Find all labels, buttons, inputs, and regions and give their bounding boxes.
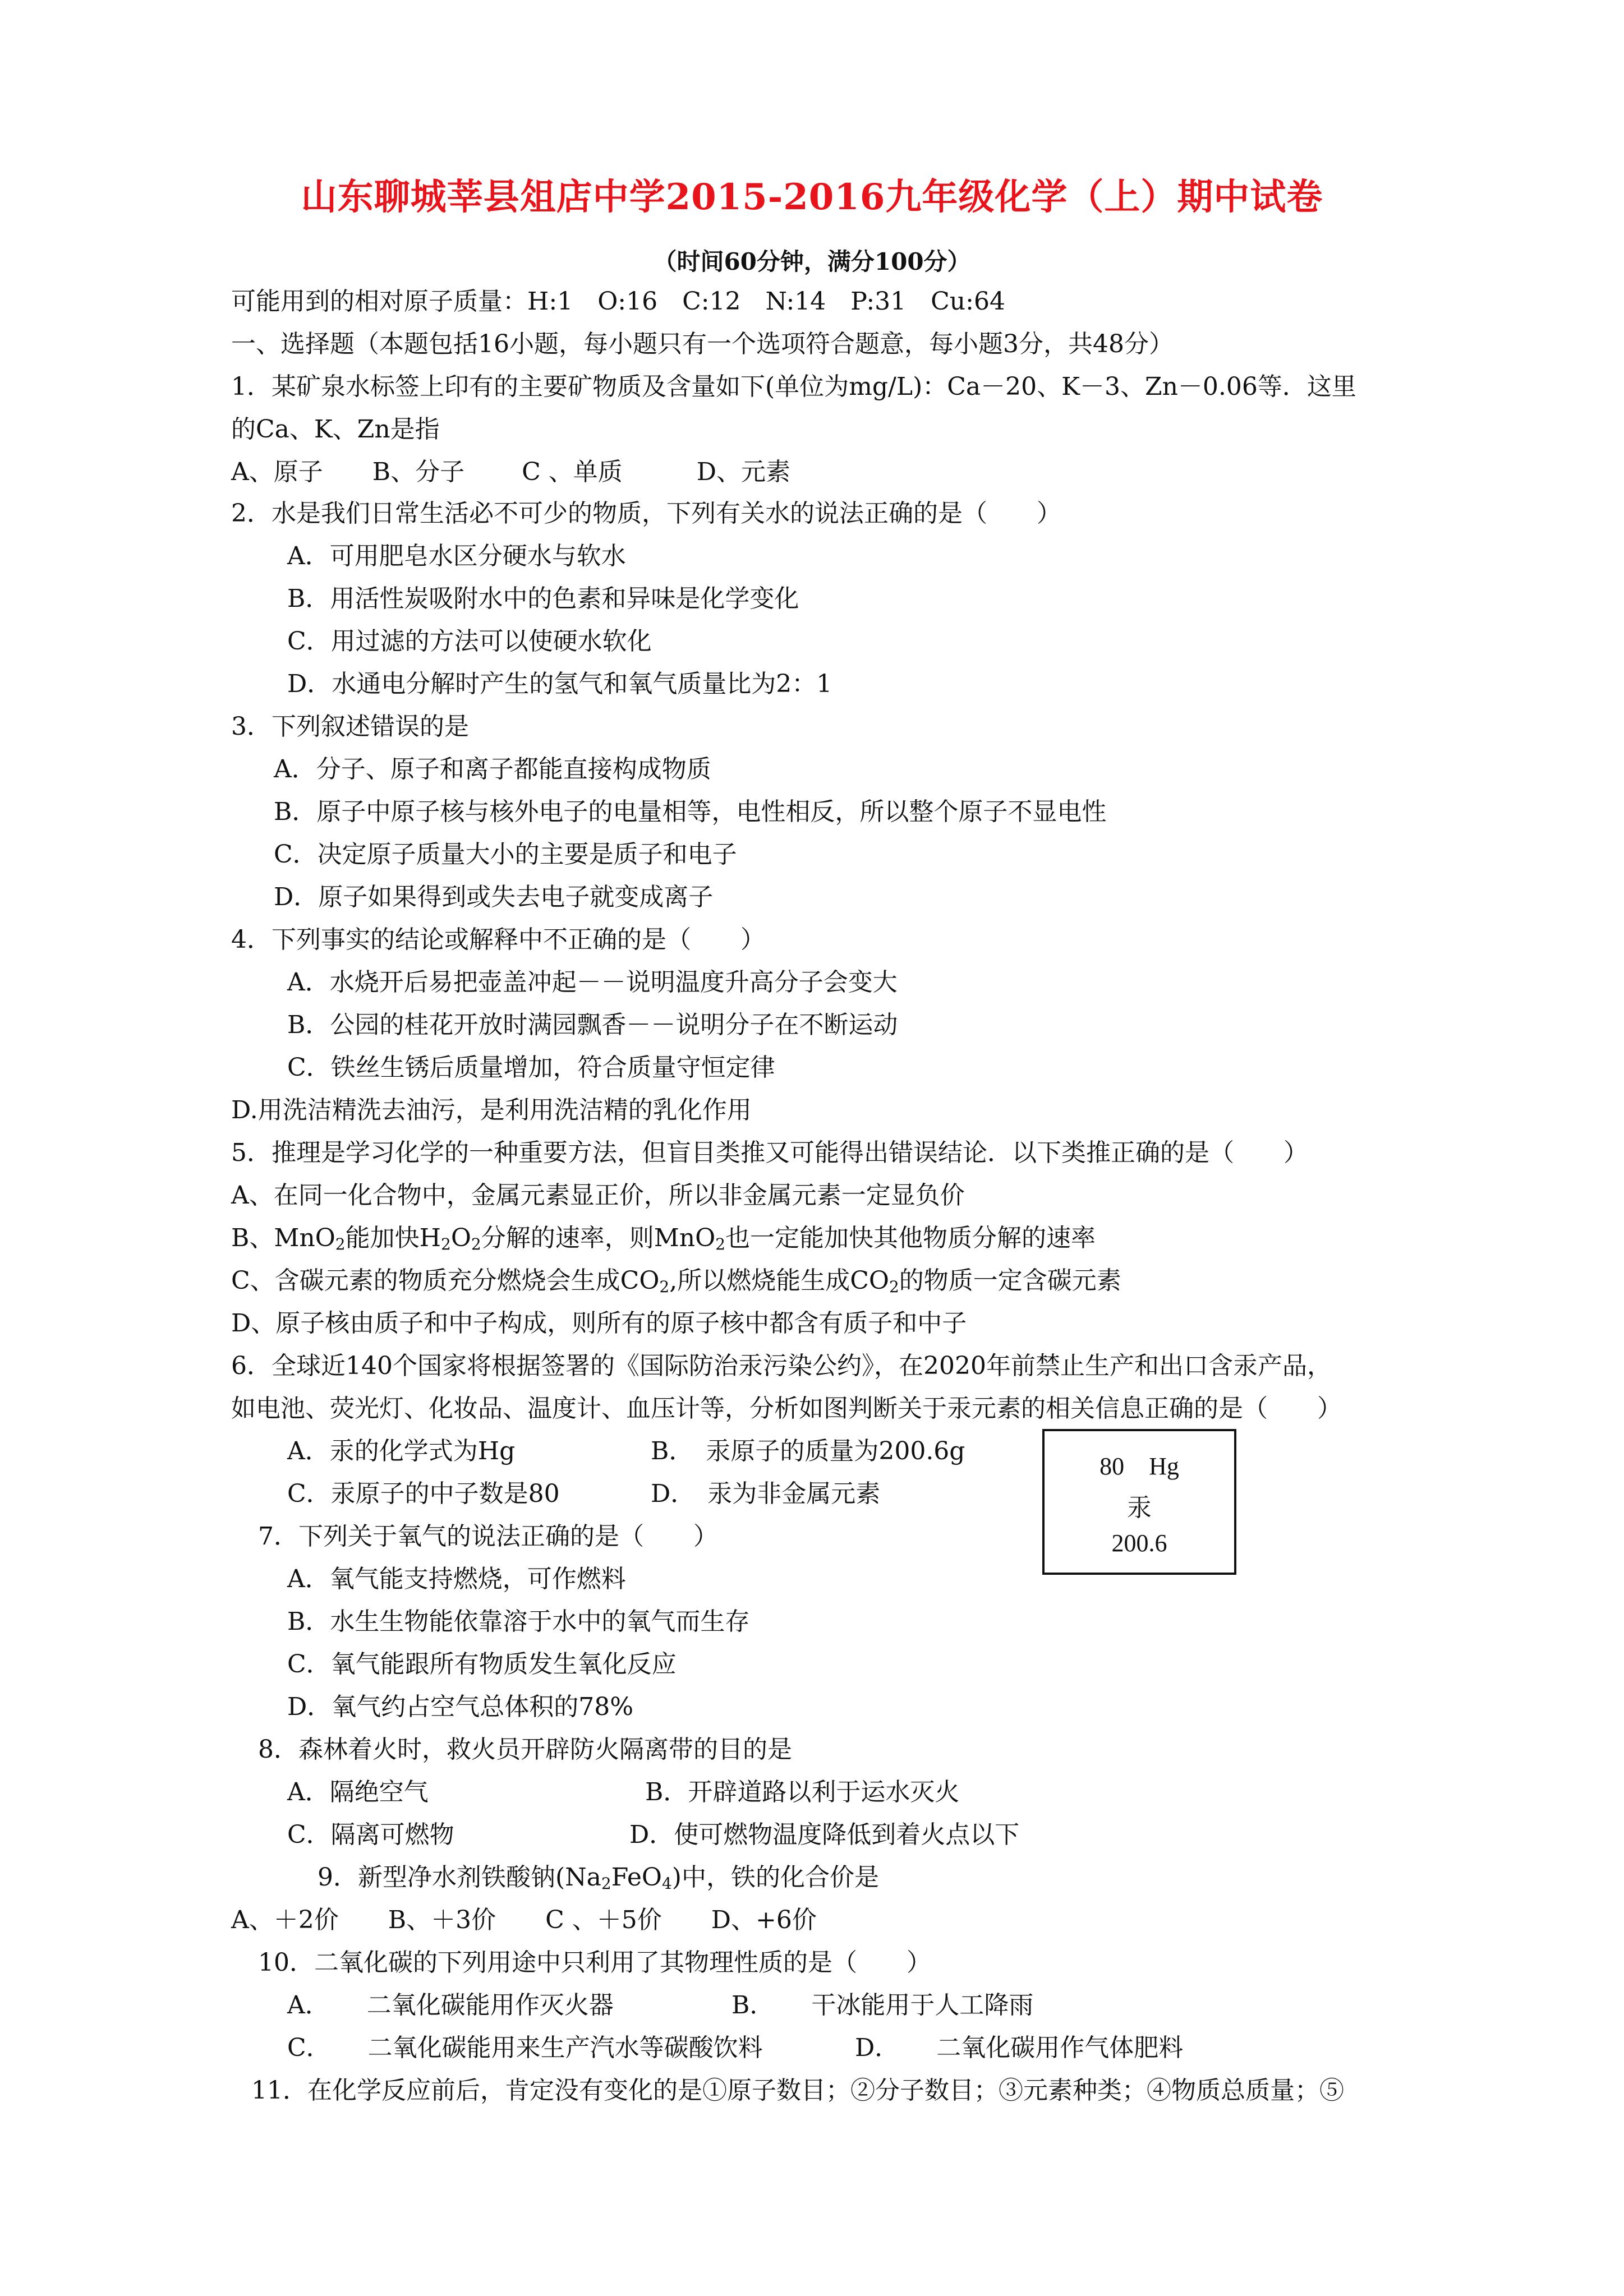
question-4-stem: 4．下列事实的结论或解释中不正确的是（ ） — [231, 925, 765, 954]
question-5-option-b: B、MnO$_2$能加快$H_2O_2$分解的速率，则MnO$_2$也一定能加快其他物质分解的速率 — [231, 1224, 1096, 1253]
question-3-option-c: C．决定原子质量大小的主要是质子和电子 — [274, 840, 737, 869]
question-8-stem: 8．森林着火时，救火员开辟防火隔离带的目的是 — [258, 1735, 792, 1764]
atomic-masses-line: 可能用到的相对原子质量：H:1 O:16 C:12 N:14 P:31 Cu:64 — [231, 287, 1005, 316]
question-10-stem: 10．二氧化碳的下列用途中只利用了其物理性质的是（ ） — [258, 1948, 931, 1977]
question-11-stem: 11．在化学反应前后，肯定没有变化的是①原子数目；②分子数目；③元素种类；④物质总质量；⑤ — [251, 2076, 1344, 2105]
question-2-option-d: D．水通电分解时产生的氢气和氧气质量比为2：1 — [287, 670, 832, 698]
question-2-stem: 2．水是我们日常生活必不可少的物质，下列有关水的说法正确的是（ ） — [231, 499, 1061, 528]
element-name: 汞 — [1127, 1494, 1152, 1522]
question-4-option-d: D.用洗洁精洗去油污，是利用洗洁精的乳化作用 — [231, 1096, 752, 1124]
question-7-option-b: B．水生生物能依靠溶于水中的氧气而生存 — [287, 1607, 750, 1636]
question-3-stem: 3．下列叙述错误的是 — [231, 712, 469, 741]
question-7-stem: 7．下列关于氧气的说法正确的是（ ） — [258, 1522, 718, 1551]
exam-title: 山东聊城莘县俎店中学2015-2016九年级化学（上）期中试卷 — [301, 176, 1323, 218]
question-6-stem-line2: 如电池、荧光灯、化妆品、温度计、血压计等，分析如图判断关于汞元素的相关信息正确的是（ ） — [231, 1394, 1342, 1423]
question-4-option-a: A．水烧开后易把壶盖冲起－－说明温度升高分子会变大 — [287, 968, 898, 997]
question-6-option-c: C．汞原子的中子数是80 — [287, 1479, 560, 1508]
question-8-option-d: D．使可燃物温度降低到着火点以下 — [629, 1820, 1020, 1849]
question-5-option-a: A、在同一化合物中，金属元素显正价，所以非金属元素一定显负价 — [231, 1181, 965, 1210]
question-4-option-b: B．公园的桂花开放时满园飘香－－说明分子在不断运动 — [287, 1011, 898, 1039]
question-6-option-a: A．汞的化学式为Hg — [287, 1437, 516, 1465]
mercury-element-card — [1042, 1429, 1236, 1575]
question-10-option-a: A． 二氧化碳能用作灭火器 — [287, 1991, 614, 2020]
section-heading: 一、选择题（本题包括16小题，每小题只有一个选项符合题意，每小题3分，共48分） — [231, 330, 1174, 358]
question-2-option-b: B．用活性炭吸附水中的色素和异味是化学变化 — [287, 584, 799, 613]
question-5-option-c: C、含碳元素的物质充分燃烧会生成$CO_2$,所以燃烧能生成$CO_2$的物质一定含碳元素 — [231, 1266, 1121, 1296]
question-1-options: A、原子 B、分子 C 、单质 D、元素 — [231, 458, 791, 486]
question-4-option-c: C．铁丝生锈后质量增加，符合质量守恒定律 — [287, 1053, 775, 1082]
question-9-stem: 9．新型净水剂铁酸钠$(Na_2FeO_4)$中，铁的化合价是 — [318, 1863, 879, 1893]
question-2-option-c: C．用过滤的方法可以使硬水软化 — [287, 627, 652, 656]
question-1-stem-line1: 1．某矿泉水标签上印有的主要矿物质及含量如下(单位为mg/L)：Ca－20、K－3、Zn－0.06等．这里 — [231, 372, 1356, 401]
element-number-symbol: 80 Hg — [1099, 1453, 1179, 1480]
question-10-option-b: B． 干冰能用于人工降雨 — [732, 1991, 1034, 2020]
question-5-stem: 5．推理是学习化学的一种重要方法，但盲目类推又可能得出错误结论．以下类推正确的是（ ） — [231, 1138, 1308, 1167]
question-1-stem-line2: 的Ca、K、Zn是指 — [231, 415, 440, 444]
question-2-option-a: A．可用肥皂水区分硬水与软水 — [287, 542, 626, 570]
question-8-option-b: B．开辟道路以利于运水灭火 — [645, 1778, 960, 1806]
question-5-option-d: D、原子核由质子和中子构成，则所有的原子核中都含有质子和中子 — [231, 1309, 967, 1338]
question-3-option-a: A．分子、原子和离子都能直接构成物质 — [274, 755, 711, 783]
question-10-option-d: D． 二氧化碳用作气体肥料 — [855, 2034, 1184, 2062]
question-8-option-a: A．隔绝空气 — [287, 1778, 429, 1806]
question-3-option-d: D．原子如果得到或失去电子就变成离子 — [274, 883, 714, 911]
question-6-option-b: B． 汞原子的质量为200.6g — [651, 1437, 965, 1465]
question-6-stem-line1: 6．全球近140个国家将根据签署的《国际防治汞污染公约》，在2020年前禁止生产和出口含汞产品， — [231, 1352, 1332, 1380]
question-3-option-b: B．原子中原子核与核外电子的电量相等，电性相反，所以整个原子不显电性 — [274, 797, 1107, 826]
question-6-option-d: D． 汞为非金属元素 — [651, 1479, 881, 1508]
question-7-option-c: C．氧气能跟所有物质发生氧化反应 — [287, 1650, 677, 1679]
element-mass: 200.6 — [1111, 1529, 1167, 1557]
question-9-options: A、＋2价 B、＋3价 C 、＋5价 D、+6价 — [231, 1906, 817, 1934]
question-10-option-c: C． 二氧化碳能用来生产汽水等碳酸饮料 — [287, 2034, 763, 2062]
question-8-option-c: C．隔离可燃物 — [287, 1820, 454, 1849]
question-7-option-d: D．氧气约占空气总体积的78% — [287, 1693, 634, 1721]
exam-subtitle: （时间60分钟，满分100分） — [653, 248, 971, 275]
question-7-option-a: A．氧气能支持燃烧，可作燃料 — [287, 1565, 626, 1593]
